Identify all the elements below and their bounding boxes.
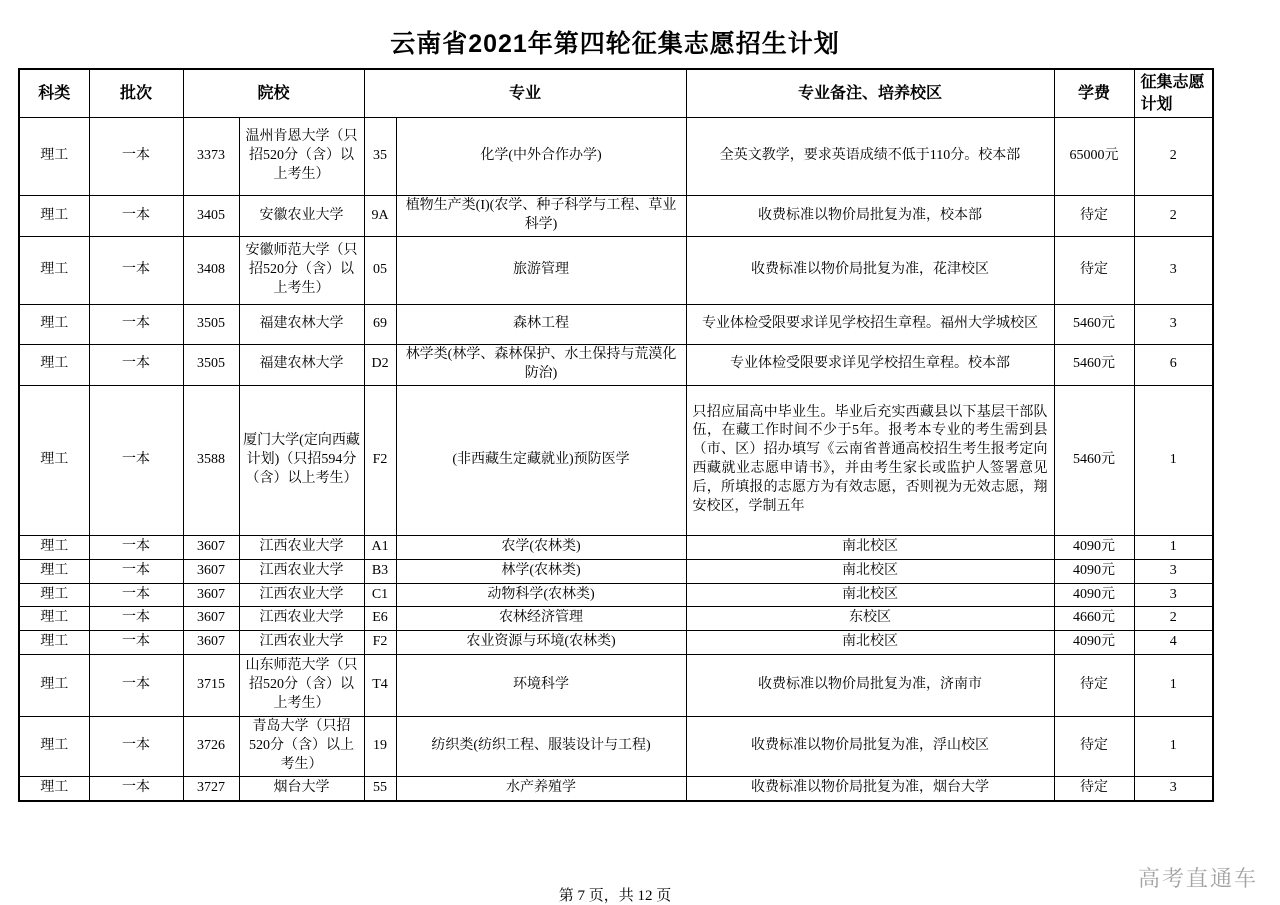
cell-category: 理工: [19, 655, 89, 717]
cell-college-name: 青岛大学（只招520分（含）以上考生）: [239, 717, 364, 777]
cell-tuition: 65000元: [1054, 118, 1134, 196]
cell-college-code: 3405: [183, 196, 239, 237]
cell-plan: 2: [1134, 196, 1213, 237]
cell-major-name: 农业资源与环境(农林类): [396, 631, 686, 655]
cell-remark: 全英文教学，要求英语成绩不低于110分。校本部: [686, 118, 1054, 196]
cell-batch: 一本: [89, 607, 183, 631]
cell-category: 理工: [19, 118, 89, 196]
cell-batch: 一本: [89, 776, 183, 800]
cell-major-name: 植物生产类(I)(农学、种子科学与工程、草业科学): [396, 196, 686, 237]
table-header-row: [19, 69, 1213, 118]
cell-major-code: A1: [364, 535, 396, 559]
cell-plan: 3: [1134, 583, 1213, 607]
cell-category: 理工: [19, 776, 89, 800]
cell-major-code: 55: [364, 776, 396, 800]
cell-college-name: 福建农林大学: [239, 304, 364, 344]
page-title: 云南省2021年第四轮征集志愿招生计划: [390, 30, 840, 58]
cell-college-code: 3505: [183, 304, 239, 344]
cell-major-name: 化学(中外合作办学): [396, 118, 686, 196]
cell-batch: 一本: [89, 559, 183, 583]
cell-college-name: 温州肯恩大学（只招520分（含）以上考生）: [239, 118, 364, 196]
cell-tuition: 5460元: [1054, 304, 1134, 344]
cell-major-code: 69: [364, 304, 396, 344]
cell-major-code: T4: [364, 655, 396, 717]
cell-tuition: 待定: [1054, 717, 1134, 777]
header-plan: 征集志愿计划: [1134, 69, 1213, 118]
cell-category: 理工: [19, 344, 89, 385]
cell-college-name: 福建农林大学: [239, 344, 364, 385]
cell-college-name: 江西农业大学: [239, 535, 364, 559]
header-major: 专业: [364, 69, 686, 118]
cell-remark: 收费标准以物价局批复为准，浮山校区: [686, 717, 1054, 777]
table-row: [19, 583, 1213, 607]
cell-college-name: 山东师范大学（只招520分（含）以上考生）: [239, 655, 364, 717]
watermark: 高考直通车: [1137, 866, 1258, 891]
cell-college-name: 厦门大学(定向西藏计划)（只招594分（含）以上考生）: [239, 385, 364, 535]
cell-plan: 2: [1134, 118, 1213, 196]
cell-category: 理工: [19, 236, 89, 304]
cell-category: 理工: [19, 304, 89, 344]
table-row: [19, 118, 1213, 196]
cell-college-name: 江西农业大学: [239, 607, 364, 631]
cell-tuition: 4660元: [1054, 607, 1134, 631]
cell-college-code: 3607: [183, 559, 239, 583]
header-batch: 批次: [89, 69, 183, 118]
cell-tuition: 待定: [1054, 655, 1134, 717]
cell-major-name: 水产养殖学: [396, 776, 686, 800]
cell-batch: 一本: [89, 344, 183, 385]
cell-major-code: 35: [364, 118, 396, 196]
cell-plan: 2: [1134, 607, 1213, 631]
cell-batch: 一本: [89, 236, 183, 304]
cell-plan: 1: [1134, 655, 1213, 717]
cell-plan: 3: [1134, 776, 1213, 800]
cell-major-code: D2: [364, 344, 396, 385]
cell-batch: 一本: [89, 717, 183, 777]
cell-remark: 收费标准以物价局批复为准，花津校区: [686, 236, 1054, 304]
cell-category: 理工: [19, 535, 89, 559]
cell-remark: 只招应届高中毕业生。毕业后充实西藏县以下基层干部队伍，在藏工作时间不少于5年。报考本专业的考生需到县（市、区）招办填写《云南省普通高校招生考生报考定向西藏就业志愿申请书》，并由考生家长或监护人签署意见后，所填报的志愿方为有效志愿，否则视为无效志愿，翔安校区，学制五年: [686, 385, 1054, 535]
cell-batch: 一本: [89, 196, 183, 237]
cell-tuition: 待定: [1054, 236, 1134, 304]
cell-plan: 1: [1134, 385, 1213, 535]
table-row: [19, 344, 1213, 385]
cell-college-code: 3607: [183, 535, 239, 559]
cell-college-name: 安徽师范大学（只招520分（含）以上考生）: [239, 236, 364, 304]
cell-remark: 南北校区: [686, 559, 1054, 583]
cell-tuition: 4090元: [1054, 559, 1134, 583]
cell-college-code: 3726: [183, 717, 239, 777]
cell-category: 理工: [19, 717, 89, 777]
cell-major-name: 纺织类(纺织工程、服装设计与工程): [396, 717, 686, 777]
cell-category: 理工: [19, 607, 89, 631]
cell-major-code: F2: [364, 631, 396, 655]
cell-tuition: 4090元: [1054, 583, 1134, 607]
table-row: [19, 655, 1213, 717]
cell-plan: 3: [1134, 304, 1213, 344]
cell-college-code: 3408: [183, 236, 239, 304]
cell-major-name: 农林经济管理: [396, 607, 686, 631]
cell-college-name: 安徽农业大学: [239, 196, 364, 237]
cell-remark: 南北校区: [686, 583, 1054, 607]
table-row: [19, 559, 1213, 583]
cell-college-code: 3607: [183, 583, 239, 607]
cell-major-name: 旅游管理: [396, 236, 686, 304]
cell-college-code: 3588: [183, 385, 239, 535]
table-row: [19, 607, 1213, 631]
cell-remark: 南北校区: [686, 631, 1054, 655]
cell-college-code: 3727: [183, 776, 239, 800]
table-row: [19, 385, 1213, 535]
cell-tuition: 5460元: [1054, 344, 1134, 385]
cell-major-name: (非西藏生定藏就业)预防医学: [396, 385, 686, 535]
cell-college-code: 3715: [183, 655, 239, 717]
cell-major-code: B3: [364, 559, 396, 583]
cell-major-name: 环境科学: [396, 655, 686, 717]
cell-major-name: 森林工程: [396, 304, 686, 344]
cell-plan: 3: [1134, 559, 1213, 583]
cell-batch: 一本: [89, 631, 183, 655]
cell-tuition: 待定: [1054, 196, 1134, 237]
table-row: [19, 717, 1213, 777]
cell-major-code: F2: [364, 385, 396, 535]
cell-remark: 收费标准以物价局批复为准，校本部: [686, 196, 1054, 237]
cell-batch: 一本: [89, 535, 183, 559]
table-row: [19, 776, 1213, 800]
cell-college-code: 3505: [183, 344, 239, 385]
cell-category: 理工: [19, 385, 89, 535]
cell-batch: 一本: [89, 655, 183, 717]
cell-remark: 专业体检受限要求详见学校招生章程。校本部: [686, 344, 1054, 385]
cell-major-code: 9A: [364, 196, 396, 237]
header-remark: 专业备注、培养校区: [686, 69, 1054, 118]
cell-category: 理工: [19, 583, 89, 607]
cell-major-code: 19: [364, 717, 396, 777]
header-tuition: 学费: [1054, 69, 1134, 118]
cell-college-name: 江西农业大学: [239, 583, 364, 607]
cell-batch: 一本: [89, 583, 183, 607]
table-row: [19, 631, 1213, 655]
table-row: [19, 236, 1213, 304]
cell-major-name: 动物科学(农林类): [396, 583, 686, 607]
table-row: [19, 196, 1213, 237]
cell-batch: 一本: [89, 385, 183, 535]
cell-tuition: 5460元: [1054, 385, 1134, 535]
cell-tuition: 待定: [1054, 776, 1134, 800]
cell-college-name: 江西农业大学: [239, 631, 364, 655]
cell-category: 理工: [19, 196, 89, 237]
cell-batch: 一本: [89, 118, 183, 196]
table-row: [19, 304, 1213, 344]
cell-college-name: 烟台大学: [239, 776, 364, 800]
cell-college-code: 3373: [183, 118, 239, 196]
cell-major-name: 林学(农林类): [396, 559, 686, 583]
cell-plan: 6: [1134, 344, 1213, 385]
cell-category: 理工: [19, 559, 89, 583]
header-category: 科类: [19, 69, 89, 118]
header-college: 院校: [183, 69, 364, 118]
page-number: 第 7 页，共 12 页: [558, 887, 672, 904]
cell-college-name: 江西农业大学: [239, 559, 364, 583]
admission-plan-table: [18, 68, 1214, 802]
cell-remark: 东校区: [686, 607, 1054, 631]
cell-remark: 南北校区: [686, 535, 1054, 559]
cell-major-code: 05: [364, 236, 396, 304]
cell-plan: 4: [1134, 631, 1213, 655]
cell-major-name: 农学(农林类): [396, 535, 686, 559]
cell-plan: 1: [1134, 717, 1213, 777]
cell-tuition: 4090元: [1054, 631, 1134, 655]
document-content: [18, 0, 1212, 905]
cell-remark: 收费标准以物价局批复为准，烟台大学: [686, 776, 1054, 800]
cell-major-name: 林学类(林学、森林保护、水土保持与荒漠化防治): [396, 344, 686, 385]
cell-college-code: 3607: [183, 607, 239, 631]
cell-remark: 专业体检受限要求详见学校招生章程。福州大学城校区: [686, 304, 1054, 344]
cell-category: 理工: [19, 631, 89, 655]
cell-major-code: E6: [364, 607, 396, 631]
table-row: [19, 535, 1213, 559]
cell-batch: 一本: [89, 304, 183, 344]
cell-plan: 3: [1134, 236, 1213, 304]
cell-tuition: 4090元: [1054, 535, 1134, 559]
cell-remark: 收费标准以物价局批复为准，济南市: [686, 655, 1054, 717]
cell-major-code: C1: [364, 583, 396, 607]
cell-college-code: 3607: [183, 631, 239, 655]
cell-plan: 1: [1134, 535, 1213, 559]
